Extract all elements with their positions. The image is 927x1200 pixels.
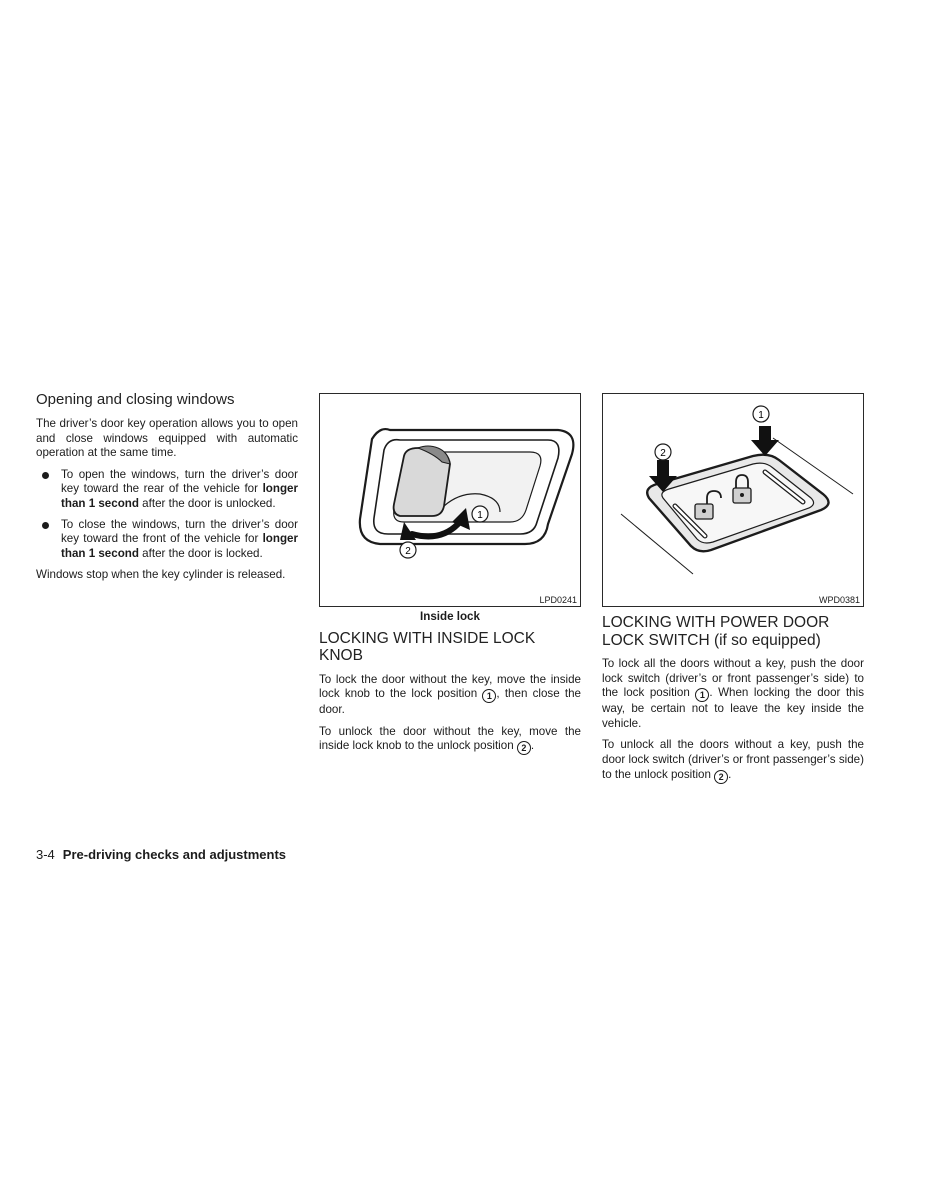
windows-closing-note: Windows stop when the key cylinder is released.: [36, 568, 286, 582]
page-footer: [36, 847, 286, 863]
left-column: [36, 391, 298, 590]
power-lock-lock-paragraph: To lock all the doors without a key, push the door lock switch (driver’s or front passenger’s side) to the lock position 1 . When locking the door this way, be certain not to leave the key inside the vehicle.: [602, 657, 864, 730]
page-number: 3-4: [36, 847, 55, 862]
bullet-close-windows: To close the windows, turn the driver’s door key toward the front of the vehicle for longer than 1 second after the door is locked.: [36, 518, 298, 562]
figure-code: WPD0381: [818, 595, 860, 605]
power-lock-switch-figure: [602, 393, 864, 607]
svg-text:2: 2: [405, 546, 411, 557]
section-title: Pre-driving checks and adjustments: [62, 847, 287, 862]
inside-lock-figure: [319, 393, 581, 607]
power-lock-heading: LOCKING WITH POWER DOOR LOCK SWITCH (if so equipped): [602, 614, 830, 649]
svg-text:1: 1: [758, 410, 764, 421]
right-column: [602, 393, 864, 791]
svg-text:2: 2: [660, 448, 666, 459]
svg-text:1: 1: [477, 510, 483, 521]
bullet-dot-icon: [42, 522, 49, 529]
ref-1-icon: 1: [695, 688, 709, 702]
bullet-dot-icon: [42, 472, 49, 479]
middle-column: [319, 393, 581, 762]
ref-1-icon: 1: [482, 689, 496, 703]
inside-lock-unlock-paragraph: To unlock the door without the key, move the inside lock knob to the unlock position 2 .: [319, 724, 581, 754]
bullet-open-windows: To open the windows, turn the driver’s door key toward the rear of the vehicle for longer than 1 second after the door is unlocked.: [36, 468, 298, 512]
power-door-lock-switch-illustration: [603, 394, 863, 606]
inside-lock-knob-illustration: [320, 394, 580, 606]
inside-lock-lock-paragraph: To lock the door without the key, move the inside lock knob to the lock position 1 , then close the door.: [319, 672, 581, 717]
power-lock-unlock-paragraph: To unlock all the doors without a key, push the door lock switch (driver’s or front passenger’s side) to the unlock position 2 .: [602, 738, 864, 782]
inside-lock-heading: LOCKING WITH INSIDE LOCK KNOB: [319, 629, 536, 665]
windows-intro: The driver’s door key operation allows you to open and close windows equipped with automatic operation at the same time.: [36, 417, 298, 460]
figure-caption: Inside lock: [420, 610, 480, 623]
ref-2-icon: 2: [517, 741, 531, 755]
windows-bullet-list: [36, 468, 298, 562]
figure-code: LPD0241: [539, 595, 577, 605]
windows-subheading: Opening and closing windows: [36, 391, 235, 408]
ref-2-icon: 2: [714, 770, 728, 784]
